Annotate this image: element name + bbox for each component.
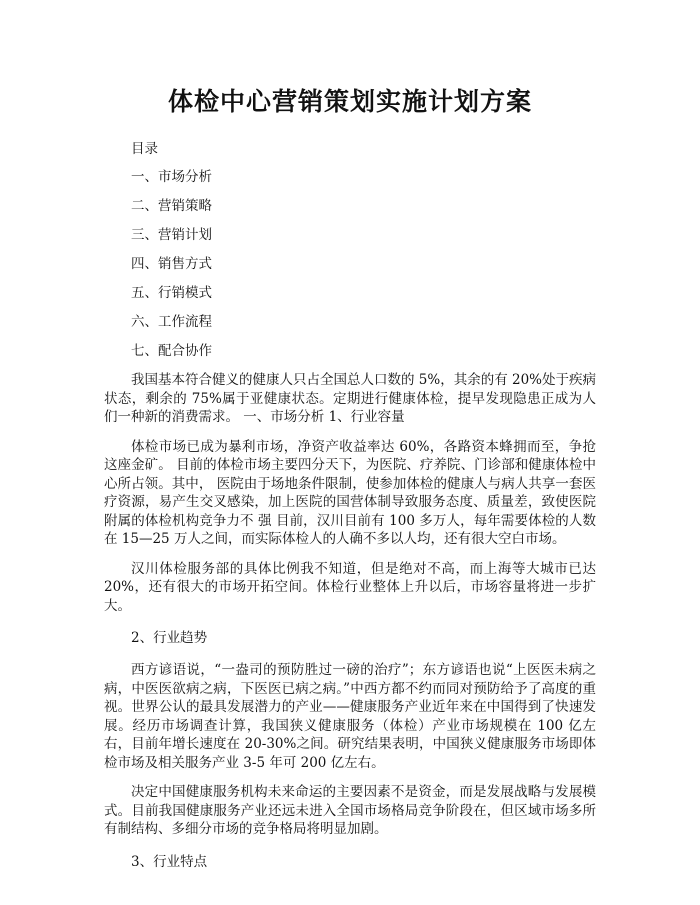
toc-label: 目录 <box>131 141 158 157</box>
body-paragraph: 体检市场已成为暴利市场，净资产收益率达 60%，各路资本蜂拥而至，争抢这座金矿。 目前的体检市场主要四分天下，为医院、疗养院、门诊部和健康体检中心所占领。其中， 医院由于场地条件限制，使参加体检的健康人与病人共享一套医疗资源，易产生交叉感染，加上医院的国营体制导致服务态度、质量差，致使医院附属的体检机构竞争力不 强 目前，汉川目前有 100 多万人，每年需要体检的人数在 15—25 万人之间，而实际体检人的人确不多以人均，还有很大空白市场。 <box>104 438 596 547</box>
body-paragraph: 汉川体检服务部的具体比例我不知道，但是绝对不高，而上海等大城市已达 20%，还有很大的市场开拓空间。体检行业整体上升以后，市场容量将进一步扩大。 <box>104 560 596 614</box>
toc-item: 五、行销模式 <box>131 285 212 301</box>
toc-item: 三、营销计划 <box>131 227 212 243</box>
toc-item: 四、销售方式 <box>131 256 212 272</box>
body-paragraph: 西方谚语说，“一盎司的预防胜过一磅的治疗”；东方谚语也说“上医医未病之病，中医医欲病之病，下医医已病之病。”中西方都不约而同对预防给予了高度的重视。世界公认的最具发展潜力的产业——健康服务产业近年来在中国得到了快速发展。经历市场调查计算，我国狭义健康服务（体检）产业市场规模在 100 亿左右，目前年增长速度在 20-30%之间。研究结果表明，中国狭义健康服务市场即体检市场及相关服务产业 3-5 年可 200 亿左右。 <box>104 662 596 771</box>
section-heading: 3、行业特点 <box>131 853 208 870</box>
table-of-contents <box>104 168 596 360</box>
document-title: 体检中心营销策划实施计划方案 <box>167 87 532 116</box>
body-paragraph: 决定中国健康服务机构未来命运的主要因素不是资金，而是发展战略与发展模式。目前我国健康服务产业还远未进入全国市场格局竞争阶段在，但区域市场多所有制结构、多细分市场的竞争格局将明显加剧。 <box>104 784 596 837</box>
section-heading: 2、行业趋势 <box>131 630 208 646</box>
toc-item: 六、工作流程 <box>131 314 212 330</box>
toc-item: 一、市场分析 <box>131 169 212 185</box>
toc-item: 七、配合协作 <box>131 343 212 359</box>
body-paragraph: 我国基本符合健义的健康人只占全国总人口数的 5%，其余的有 20%处于疾病状态，剩余的 75%属于亚健康状态。定期进行健康体检，提早发现隐患正成为人们一种新的消费需求。 一、市场分析 1、行业容量 <box>104 372 597 425</box>
toc-item: 二、营销策略 <box>131 198 212 214</box>
